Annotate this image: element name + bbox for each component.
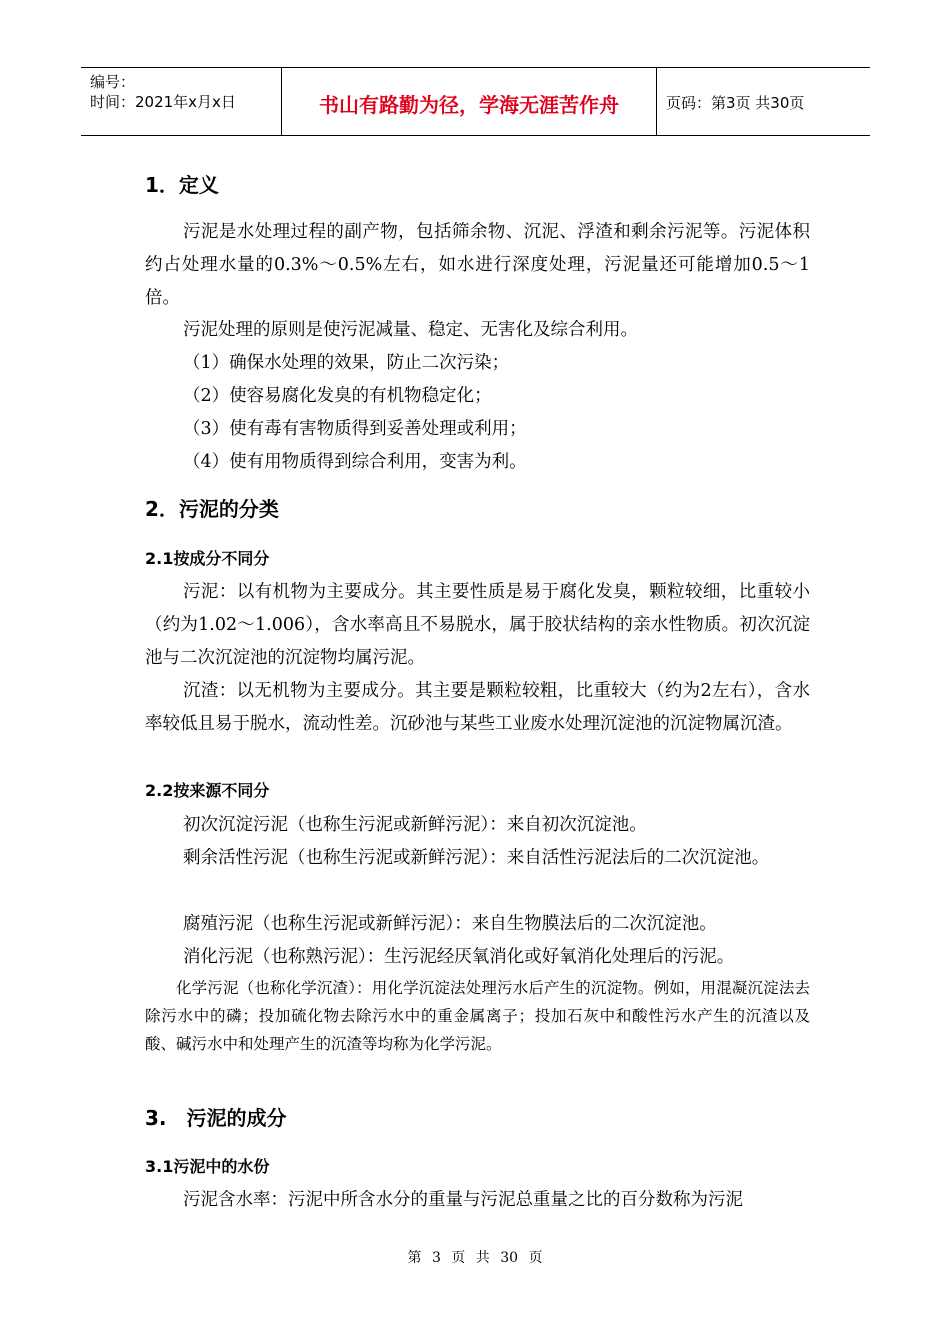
section-1-paragraph-1: 污泥是水处理过程的副产物，包括筛余物、沉泥、浮渣和剩余污泥等。污泥体积约占处理水量的0.3%～0.5%左右，如水进行深度处理，污泥量还可能增加0.5～1倍。 [145,222,810,308]
date-label: 时间：2021年x月x日 [90,93,236,111]
document-header [81,67,870,136]
list-item: （4）使有用物质得到综合利用，变害为利。 [183,452,527,472]
section-2-2-paragraph-4: 消化污泥（也称熟污泥）：生污泥经厌氧消化或好氧消化处理后的污泥。 [183,947,735,967]
section-2-2-paragraph-3: 腐殖污泥（也称生污泥或新鲜污泥）：来自生物膜法后的二次沉淀池。 [183,914,717,934]
section-2-1-paragraph-1: 污泥：以有机物为主要成分。其主要性质是易于腐化发臭，颗粒较细，比重较小（约为1.02～1.006），含水率高且不易脱水，属于胶状结构的亲水性物质。初次沉淀池与二次沉淀池的沉淀物均属污泥。 [145,582,810,668]
section-3-title: 3. 污泥的成分 [145,1106,287,1130]
section-1-paragraph-2: 污泥处理的原则是使污泥减量、稳定、无害化及综合利用。 [183,320,638,340]
list-item: （2）使容易腐化发臭的有机物稳定化； [183,386,492,406]
section-3-1-paragraph-1: 污泥含水率：污泥中所含水分的重量与污泥总重量之比的百分数称为污泥 [183,1190,743,1210]
list-item: （1）确保水处理的效果，防止二次污染； [183,353,510,373]
page-footer: 第 3 页 共 30 页 [407,1250,543,1266]
header-meta [81,68,282,135]
section-2-2-paragraph-1: 初次沉淀污泥（也称生污泥或新鲜污泥）：来自初次沉淀池。 [183,815,647,835]
section-3-1-title: 3.1污泥中的水份 [145,1157,270,1176]
section-1-title: 1．定义 [145,173,219,197]
header-page-info: 页码：第3页 共30页 [666,94,805,112]
section-2-2-paragraph-5: 化学污泥（也称化学沉渣）：用化学沉淀法处理污水后产生的沉淀物。例如，用混凝沉淀法去除污水中的磷；投加硫化物去除污水中的重金属离子；投加石灰中和酸性污水产生的沉渣以及酸、碱污水中和处理产生的沉渣等均称为化学污泥。 [145,979,810,1053]
section-2-2-title: 2.2按来源不同分 [145,781,270,800]
section-2-title: 2．污泥的分类 [145,497,279,521]
section-2-2-paragraph-2: 剩余活性污泥（也称生污泥或新鲜污泥）：来自活性污泥法后的二次沉淀池。 [183,848,770,868]
header-motto: 书山有路勤为径，学海无涯苦作舟 [282,68,657,135]
code-label: 编号： [90,73,136,91]
section-2-1-paragraph-2: 沉渣：以无机物为主要成分。其主要是颗粒较粗，比重较大（约为2左右），含水率较低且易于脱水，流动性差。沉砂池与某些工业废水处理沉淀池的沉淀物属沉渣。 [145,681,810,734]
list-item: （3）使有毒有害物质得到妥善处理或利用； [183,419,527,439]
section-2-1-title: 2.1按成分不同分 [145,549,270,568]
